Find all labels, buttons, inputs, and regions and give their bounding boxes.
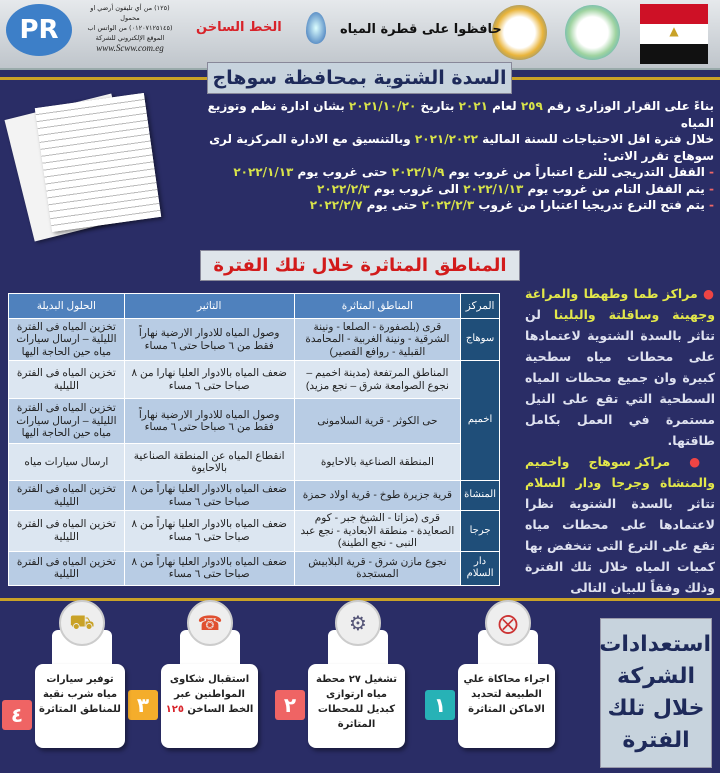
- table-row: المنطقة الصناعية بالاحايوة انقطاع المياه عن المنطقة الصناعية بالاحايوة ارسال سيارات مياه: [9, 444, 500, 481]
- table-header: المركز المناطق المتاثرة التاثير الحلول البديلة: [9, 294, 500, 319]
- egypt-flag-icon: ▲: [640, 4, 708, 64]
- valve-icon: ⨂: [485, 600, 531, 646]
- step-badge-2: ٢: [275, 690, 305, 720]
- note-unaffected: ● مراكز طما وطهطا والمراغة وجهينة وساقلتة والبلينا لن تتاثر بالسدة الشتوية لاعتمادها على محطات مياه سطحية كبيرة وان جميع محطات المياه السطحية التي تقع على النيل مستمرة في العمل بكامل طاقتها.: [525, 286, 715, 448]
- documents-illustration: [8, 95, 188, 245]
- table-row: المنشاة قرية جزيرة طوخ - قرية اولاد حمزة ضعف المياه بالادوار العليا نهاراً من ٨ صباحا حتى ٦ مساء تخزين المياه فى الفترة الليلية: [9, 481, 500, 511]
- section-title: المناطق المتاثرة خلال تلك الفترة: [200, 250, 520, 281]
- prep-card-3: استقبال شكاوى المواطنين عبر الخط الساخن ١٢٥: [161, 664, 258, 748]
- header-banner: [0, 0, 720, 70]
- step-badge-1: ١: [425, 690, 455, 720]
- table-row: سوهاج قرى (بلصفورة - الصلعا - ونينة الشرقية - ونينة الغربية - المحامدة القبلية - روافع القصير) وصول المياه للادوار الارضية نهاراً فقط من ٦ صباحا حتى ٦ مساء تخزين المياه فى الفترة الليلية – ارسال سيارات مياه حين الحاجة اليها: [9, 319, 500, 361]
- contact-site-label: الموقع الإلكتروني للشركة: [95, 34, 165, 42]
- preparations-title: استعدادات الشركة خلال تلك الفترة: [600, 618, 712, 768]
- table-row: اخميم المناطق المرتفعة (مدينة اخميم – نجوع الصوامعة شرق – نجع مزيد) ضعف المياه بالادوار العليا نهارا من ٨ صباحا حتى ٦ مساء تخزين المياه فى الفترة الليلية: [9, 361, 500, 399]
- page-title: السدة الشتوية بمحافظة سوهاج: [207, 62, 512, 94]
- note-affected: ● مراكز سوهاج واخميم والمنشاة وجرجا ودار السلام تتاثر بالسدة الشتوية نظرا لاعتمادها على محطات مياه تقع على الترع التى تنخفض بها كميات المياه خلال تلك الفترة وذلك وفقاً للبيان التالى: [525, 454, 715, 595]
- contact-phone: (١٢٥) من أي تليفون أرضي او محمول: [90, 4, 170, 22]
- intro-text: بناءً على القرار الوزارى رقم ٢٥٩ لعام ٢٠٢١ بتاريخ ٢٠٢١/١٠/٢٠ بشان ادارة نظم وتوزيع المياه خلال فترة اقل الاحتياجات للسنة المالية ٢٠٢١/٢٠٢٢ وبالتنسيق مع الادارة المركزية لرى سوهاج تقرر الاتى: - القفل التدريجى للترع اعتباراً من غروب يوم ٢٠٢٢/١/٩ حتى غروب يوم ٢٠٢٢/١/١٣ - يتم القفل التام من غروب يوم ٢٠٢٢/١/١٣ الى غروب يوم ٢٠٢٢/٢/٣ - يتم فتح الترع تدريجيا اعتبارا من غروب ٢٠٢٢/٢/٣ حتى يوم ٢٠٢٢/٢/٧: [196, 98, 714, 214]
- truck-icon: ⛟: [59, 600, 105, 646]
- prep-card-1: اجراء محاكاة علي الطبيعة لتحديد الاماكن المتاثرة: [458, 664, 555, 748]
- holding-company-logo: [565, 5, 620, 60]
- schedule-item: - يتم القفل التام من غروب يوم ٢٠٢٢/١/١٣ الى غروب يوم ٢٠٢٢/٢/٣: [196, 181, 714, 198]
- hotline-label: الخط الساخن: [196, 20, 282, 35]
- contact-whatsapp: (٠١٢٠٧١٢٥١٤٥) من الواتس اب: [87, 24, 173, 32]
- table-row: دار السلام نجوع مازن شرق - قرية البلابيش المستجدة ضعف المياه بالادوار العليا نهاراً من ٨ صباحا حتى ٦ مساء تخزين المياه فى الفترة الليلية: [9, 551, 500, 585]
- website-link[interactable]: www.Scww.com.eg: [96, 43, 164, 53]
- schedule-item: - يتم فتح الترع تدريجيا اعتبارا من غروب ٢٠٢٢/٢/٣ حتى يوم ٢٠٢٢/٢/٧: [196, 197, 714, 214]
- affected-areas-table: [8, 293, 500, 586]
- schedule-item: - القفل التدريجى للترع اعتباراً من غروب يوم ٢٠٢٢/١/٩ حتى غروب يوم ٢٠٢٢/١/١٣: [196, 164, 714, 181]
- table-row: جرجا قرى (مزاتا - الشيخ جبر - كوم الصعايدة - منطقة الابعادية - نجع عبد النبى - نجع الطينة) ضعف المياه بالادوار العليا نهاراً من ٨ صباحا حتى ٦ مساء تخزين المياه فى الفترة الليلية: [9, 511, 500, 552]
- prep-card-4: توفير سيارات مياه شرب نقية للمناطق المتاثرة: [35, 664, 125, 748]
- pump-icon: ⚙: [335, 600, 381, 646]
- phone-icon: ☎: [187, 600, 233, 646]
- slogan: حافظوا على قطرة المياه: [340, 22, 502, 37]
- side-notes: [525, 283, 715, 598]
- pr-logo: PR: [6, 4, 72, 56]
- prep-card-2: تشغيل ٢٧ محطة مياه ارتوازى كبديل للمحطات المتاثرة: [308, 664, 405, 748]
- step-badge-3: ٣: [128, 690, 158, 720]
- water-drop-icon: [306, 12, 326, 44]
- step-badge-4: ٤: [2, 700, 32, 730]
- table-row: حى الكوثر - قرية السلامونى وصول المياه للادوار الارضية نهاراً فقط من ٦ صباحا حتى ٦ مساء تخزين المياه فى الفترة الليلية – ارسال سيارات مياه حين الحاجة اليها: [9, 399, 500, 444]
